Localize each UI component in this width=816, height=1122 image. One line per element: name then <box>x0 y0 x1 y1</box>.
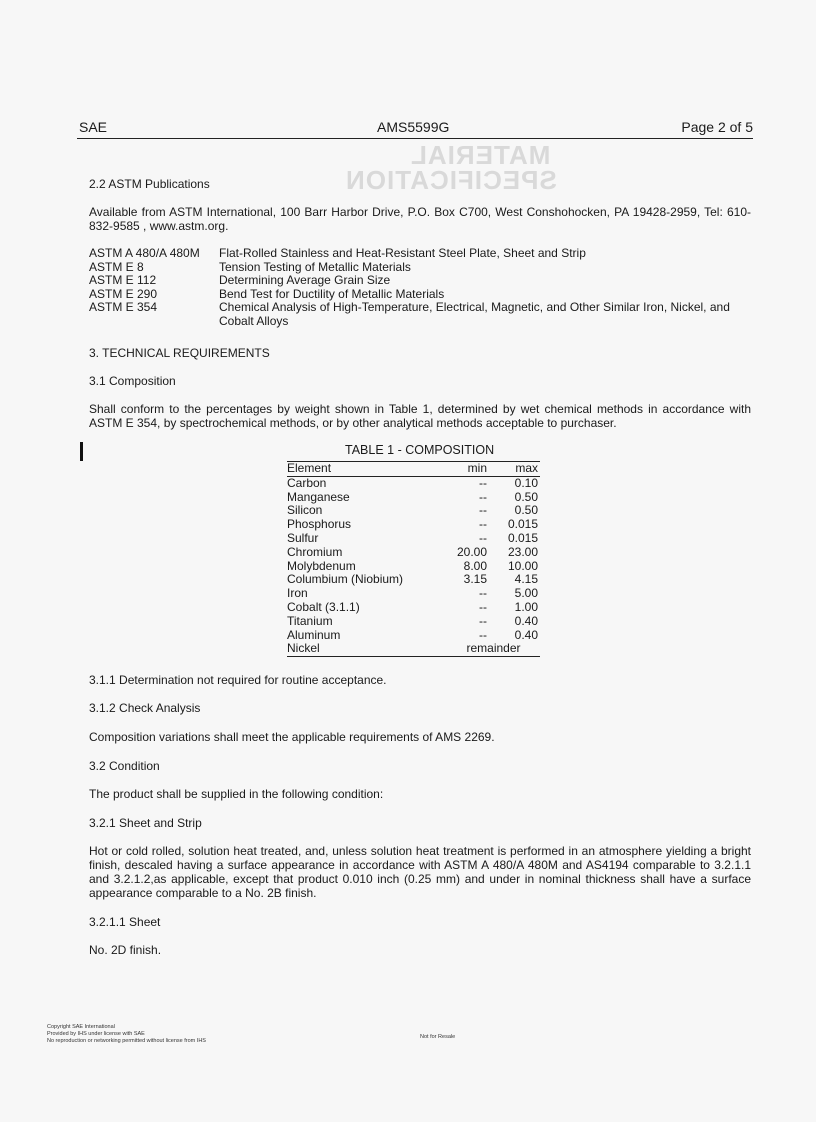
reference-title: Determining Average Grain Size <box>219 273 391 287</box>
min-cell: -- <box>479 586 487 601</box>
remainder-cell: remainder <box>447 642 540 656</box>
bleed-through-text: SPECIFICATION <box>345 165 557 195</box>
min-cell: -- <box>479 627 487 642</box>
max-cell: 0.40 <box>514 627 538 642</box>
table-row <box>287 629 540 643</box>
element-cell: Manganese <box>287 489 350 504</box>
element-cell: Iron <box>287 586 308 601</box>
table-row <box>287 476 540 490</box>
reference-title: Chemical Analysis of High-Temperature, Electrical, Magnetic, and Other Similar Iron, Nickel, and Cobalt Alloys <box>219 300 730 328</box>
max-cell: 23.00 <box>507 544 538 559</box>
section-3-2-1-1-heading: 3.2.1.1 Sheet <box>89 915 161 929</box>
table-title: TABLE 1 - COMPOSITION <box>345 443 495 457</box>
max-cell: 0.50 <box>514 503 538 518</box>
reference-item <box>89 274 753 288</box>
min-cell: -- <box>479 489 487 504</box>
max-cell: 0.10 <box>514 475 538 490</box>
reference-list <box>89 247 753 328</box>
table-row <box>287 532 540 546</box>
min-cell: -- <box>479 475 487 490</box>
table-row <box>287 504 540 518</box>
max-cell: 1.00 <box>514 599 538 614</box>
change-bar <box>80 442 83 461</box>
section-3-2-1-heading: 3.2.1 Sheet and Strip <box>89 816 202 830</box>
min-cell: -- <box>479 503 487 518</box>
header-org: SAE <box>79 119 108 135</box>
table-row <box>287 491 540 505</box>
max-cell: 0.015 <box>507 517 538 532</box>
min-cell: -- <box>479 599 487 614</box>
element-cell: Cobalt (3.1.1) <box>287 599 360 614</box>
max-cell: 0.015 <box>507 530 538 545</box>
section-3-2-1-text: Hot or cold rolled, solution heat treated, and, unless solution heat treatment is performed in an atmosphere yielding a bright finish, descaled having a surface appearance in accordance with ASTM A 480/A 480M and AS4194 comparable to 3.2.1.1 and 3.2.1.2,as applicable, except that product 0.010 inch (0.25 mm) and under in nominal thickness shall have a surface appearance comparable to a No. 2B finish. <box>89 844 751 900</box>
section-3-2-1-1-text: No. 2D finish. <box>89 943 162 957</box>
element-cell: Chromium <box>287 544 343 559</box>
section-3-2-heading: 3.2 Condition <box>89 759 160 773</box>
reference-code: ASTM E 354 <box>89 300 158 314</box>
min-cell: 3.15 <box>463 572 487 587</box>
min-cell: 8.00 <box>463 558 487 573</box>
copyright-footer <box>47 1024 206 1045</box>
table-row <box>287 573 540 587</box>
section-3-1-text: Shall conform to the percentages by weight shown in Table 1, determined by wet chemical methods in accordance with ASTM E 354, by spectrochemical methods, or by other analytical methods acceptable to purchaser. <box>89 402 751 430</box>
element-cell: Aluminum <box>287 627 341 642</box>
max-cell: 0.50 <box>514 489 538 504</box>
page-header <box>77 118 753 139</box>
table-header-row <box>287 462 540 477</box>
not-for-resale-label: Not for Resale <box>420 1034 456 1040</box>
section-2-2-text: Available from ASTM International, 100 Barr Harbor Drive, P.O. Box C700, West Conshohocken, PA 19428-2959, Tel: 610-832-9585 , www.astm.org. <box>89 205 751 233</box>
table-row <box>287 642 540 656</box>
min-cell: 20.00 <box>456 544 487 559</box>
table-row <box>287 601 540 615</box>
header-page-number: Page 2 of 5 <box>681 119 753 135</box>
min-cell: -- <box>479 530 487 545</box>
reference-title: Flat-Rolled Stainless and Heat-Resistant Steel Plate, Sheet and Strip <box>219 246 586 260</box>
reference-item <box>89 261 753 275</box>
footer-line: Provided by IHS under license with SAE <box>47 1031 145 1037</box>
element-cell: Titanium <box>287 613 333 628</box>
section-3-1-2-text: Composition variations shall meet the applicable requirements of AMS 2269. <box>89 730 495 744</box>
reference-title: Bend Test for Ductility of Metallic Materials <box>219 286 445 301</box>
section-3-heading: 3. TECHNICAL REQUIREMENTS <box>89 346 270 360</box>
element-cell: Silicon <box>287 503 323 518</box>
table-row <box>287 615 540 629</box>
table-row <box>287 546 540 560</box>
reference-title: Tension Testing of Metallic Materials <box>219 259 411 274</box>
element-cell: Nickel <box>287 642 447 656</box>
table-row <box>287 587 540 601</box>
reference-item <box>89 247 753 261</box>
max-cell: 5.00 <box>514 586 538 601</box>
reference-code: ASTM E 8 <box>89 259 144 274</box>
element-cell: Sulfur <box>287 530 319 545</box>
table-row <box>287 518 540 532</box>
section-3-1-heading: 3.1 Composition <box>89 374 176 388</box>
section-3-1-1-heading: 3.1.1 Determination not required for routine acceptance. <box>89 673 387 687</box>
min-cell: -- <box>479 517 487 532</box>
section-2-2-heading: 2.2 ASTM Publications <box>89 177 210 191</box>
table-row <box>287 560 540 574</box>
reference-code: ASTM E 290 <box>89 286 158 301</box>
column-header-element: Element <box>287 462 447 477</box>
reference-code: ASTM E 112 <box>89 273 157 287</box>
element-cell: Phosphorus <box>287 517 352 532</box>
element-cell: Molybdenum <box>287 558 356 573</box>
reference-item <box>89 301 753 328</box>
max-cell: 0.40 <box>514 613 538 628</box>
section-3-2-text: The product shall be supplied in the following condition: <box>89 787 384 801</box>
reference-item <box>89 288 753 302</box>
section-3-1-2-heading: 3.1.2 Check Analysis <box>89 701 201 715</box>
column-header-max: max <box>487 462 540 477</box>
footer-line: No reproduction or networking permitted without license from IHS <box>47 1038 206 1044</box>
composition-table <box>287 461 540 657</box>
max-cell: 10.00 <box>507 558 538 573</box>
footer-line: Copyright SAE International <box>47 1024 115 1030</box>
element-cell: Carbon <box>287 475 327 490</box>
element-cell: Columbium (Niobium) <box>287 572 404 587</box>
column-header-min: min <box>447 462 487 477</box>
max-cell: 4.15 <box>514 572 538 587</box>
header-doc-number: AMS5599G <box>377 119 450 135</box>
reference-code: ASTM A 480/A 480M <box>89 246 200 260</box>
min-cell: -- <box>479 613 487 628</box>
bleed-through-text: MATERIAL <box>410 140 551 170</box>
